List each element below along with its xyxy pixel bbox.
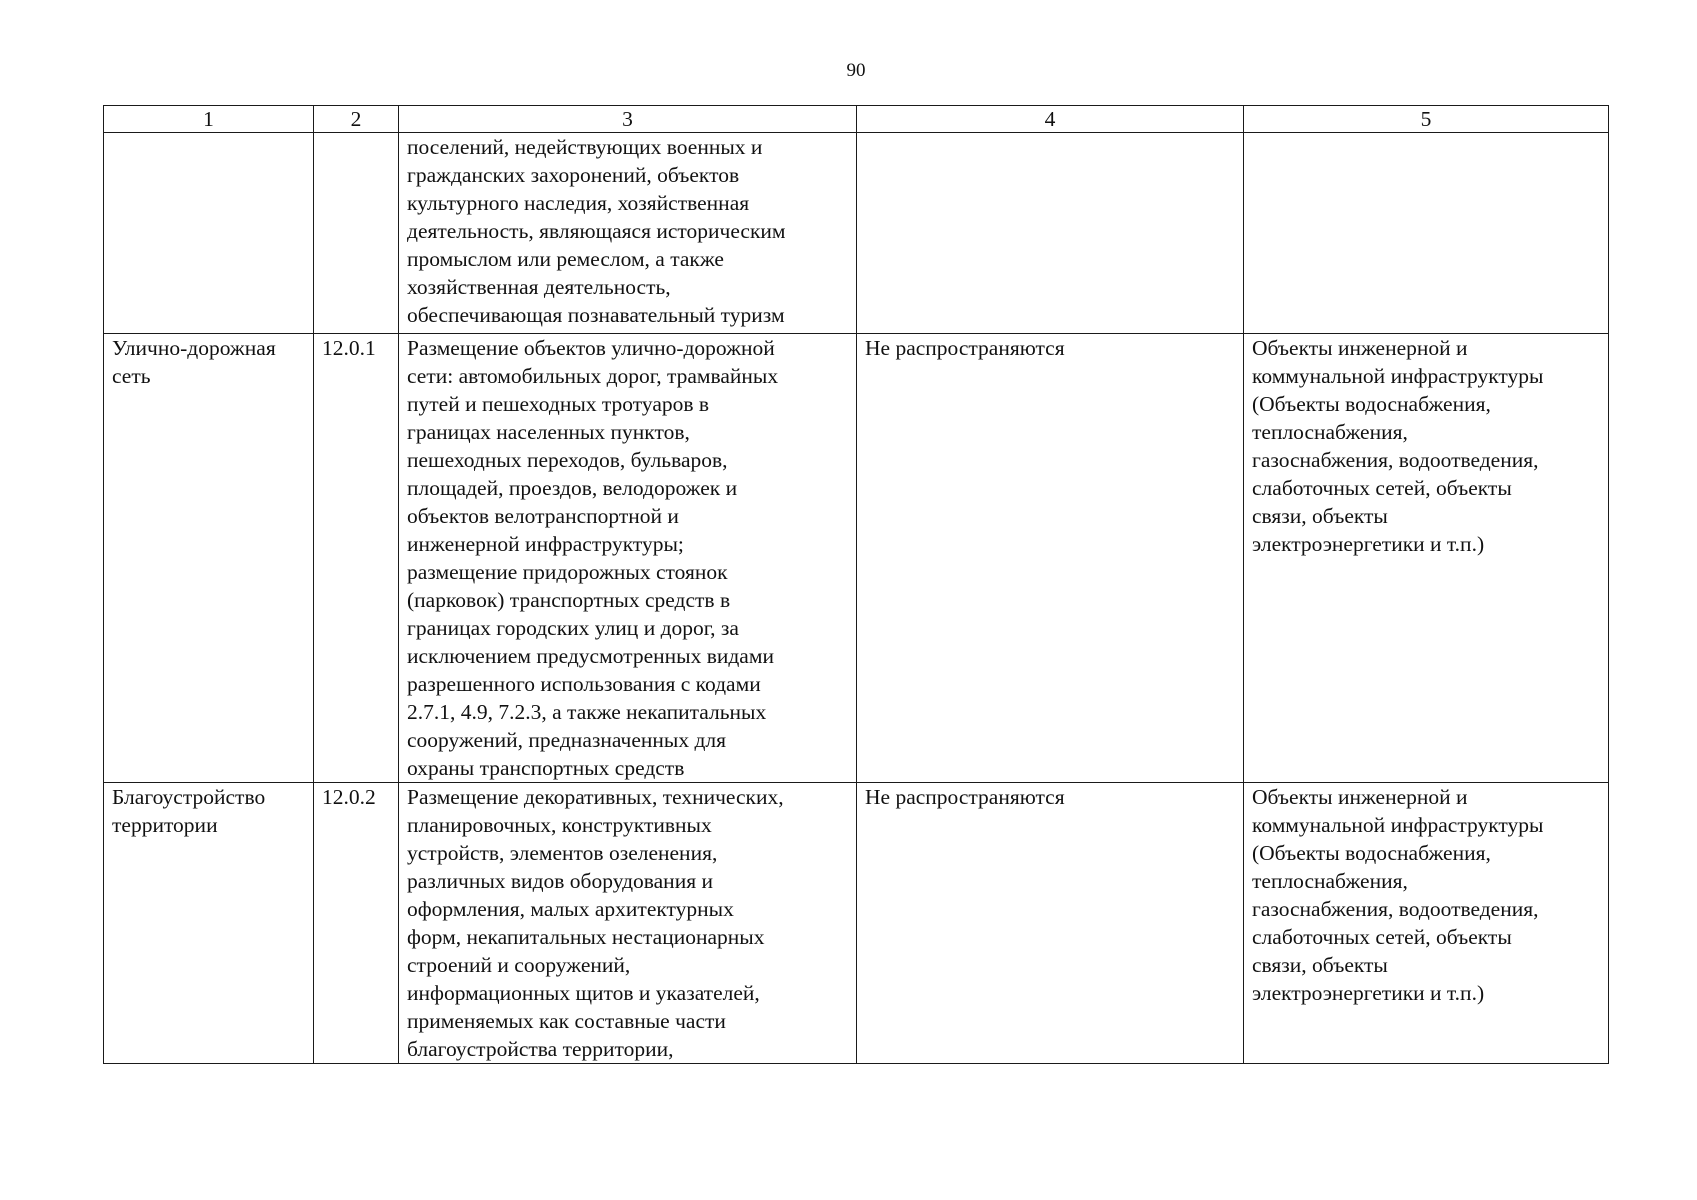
header-col-5: 5 xyxy=(1244,106,1609,133)
table-row xyxy=(104,334,1609,783)
header-col-1: 1 xyxy=(104,106,314,133)
use-type-code: 12.0.1 xyxy=(314,334,399,783)
use-type-description: Размещение декоративных, технических, планировочных, конструктивных устройств, элементов озеленения, различных видов оборудования и оформления, малых архитектурных форм, некапитальных нестационарных строений и сооружений, информационных щитов и указателей, применяемых как составные части благоустройства территории, xyxy=(399,783,857,1064)
header-col-4: 4 xyxy=(857,106,1244,133)
header-row xyxy=(104,106,1609,133)
col-5-value: Объекты инженерной и коммунальной инфраструктуры (Объекты водоснабжения, теплоснабжения, газоснабжения, водоотведения, слаботочных сетей, объекты связи, объекты электроэнергетики и т.п.) xyxy=(1244,334,1609,783)
cont-description: поселений, недействующих военных и гражданских захоронений, объектов культурного наследия, хозяйственная деятельность, являющаяся историческим промыслом или ремеслом, а также хозяйственная деятельность, обеспечивающая познавательный туризм xyxy=(399,133,857,334)
col-4-value: Не распространяются xyxy=(857,334,1244,783)
page-number: 90 xyxy=(846,60,866,81)
col-4-value: Не распространяются xyxy=(857,783,1244,1064)
table-row-continuation xyxy=(104,133,1609,334)
cont-col-4 xyxy=(857,133,1244,334)
use-type-code: 12.0.2 xyxy=(314,783,399,1064)
table-body xyxy=(104,133,1609,1064)
header-col-3: 3 xyxy=(399,106,857,133)
land-use-table xyxy=(103,105,1609,1064)
use-type-description: Размещение объектов улично-дорожной сети: автомобильных дорог, трамвайных путей и пешеходных тротуаров в границах населенных пунктов, пешеходных переходов, бульваров, площадей, проездов, велодорожек и объектов велотранспортной и инженерной инфраструктуры; размещение придорожных стоянок (парковок) транспортных средств в границах городских улиц и дорог, за исключением предусмотренных видами разрешенного использования с кодами 2.7.1, 4.9, 7.2.3, а также некапитальных сооружений, предназначенных для охраны транспортных средств xyxy=(399,334,857,783)
cont-col-5 xyxy=(1244,133,1609,334)
header-col-2: 2 xyxy=(314,106,399,133)
use-type-name: Улично-дорожная сеть xyxy=(104,334,314,783)
table-header xyxy=(104,106,1609,133)
table-row xyxy=(104,783,1609,1064)
col-5-value: Объекты инженерной и коммунальной инфраструктуры (Объекты водоснабжения, теплоснабжения, газоснабжения, водоотведения, слаботочных сетей, объекты связи, объекты электроэнергетики и т.п.) xyxy=(1244,783,1609,1064)
use-type-name: Благоустройство территории xyxy=(104,783,314,1064)
cont-col-1 xyxy=(104,133,314,334)
cont-col-2 xyxy=(314,133,399,334)
